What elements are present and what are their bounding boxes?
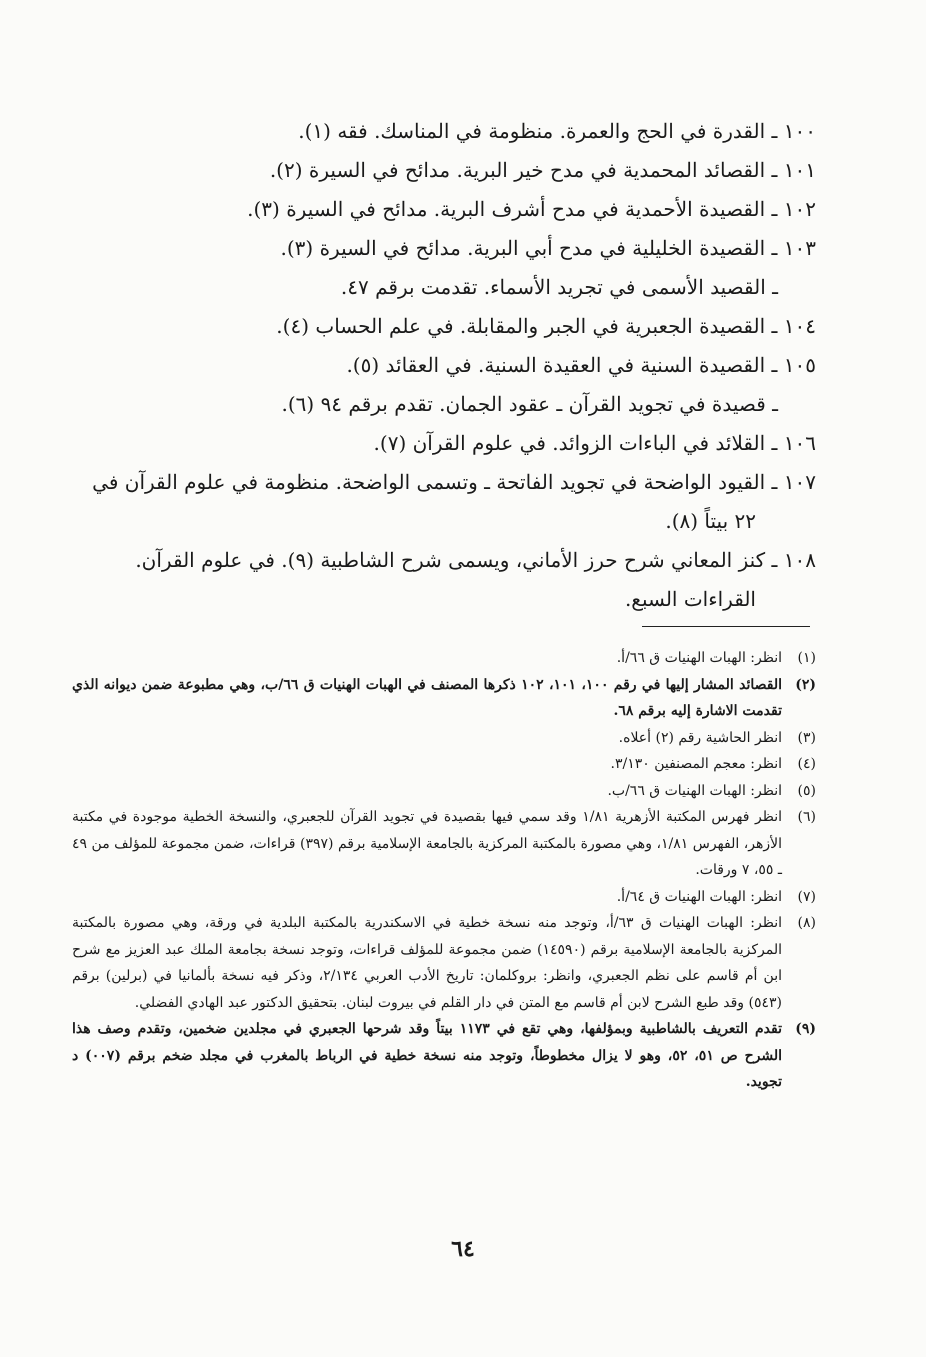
footnote-number: (٢) (795, 676, 816, 693)
entry-104: ١٠٤ ـ القصيدة الجعبرية في الجبر والمقابلة. في علم الحساب (٤). (276, 314, 816, 338)
footnote-text: انظر الحاشية رقم (٢) أعلاه. (618, 729, 782, 746)
entry-108: ١٠٨ ـ كنز المعاني شرح حرز الأماني، ويسمى شرح الشاطبية (٩). في علوم القرآن. (135, 548, 816, 572)
footnote-text: انظر: الهبات الهنيات ق ٦٣/أ، وتوجد منه نسخة خطية في الاسكندرية بالمكتبة البلدية في ورقة، وهي مصورة بالمكتبة المركزية بالجامعة الإسلامية برقم (١٤٥٩٠) ضمن مجموعة للمؤلف قراءات، وتوجد نسخة بجامعة الملك عبد العزيز مع شرح ابن أم قاسم على نظم الجعبري، وانظر: بروكلمان: تاريخ الأدب العربي ٢/١٣٤، وذكر فيه نسخة بألمانيا في (برلين) برقم (٥٤٣) وقد طبع الشرح لابن أم قاسم مع المتن في دار القلم في بيروت لبنان. بتحقيق الدكتور عبد الهادي الفضلي. (72, 915, 783, 1011)
entry-106: ١٠٦ ـ القلائد في الباءات الزوائد. في علوم القرآن (٧). (373, 431, 816, 455)
footnote-number: (١) (797, 650, 816, 666)
entry-101: ١٠١ ـ القصائد المحمدية في مدح خير البرية. مدائح في السيرة (٢). (269, 158, 816, 182)
footnote-7 (72, 884, 816, 911)
footnote-text: انظر: الهبات الهنيات ق ٦٦/أ. (616, 650, 782, 666)
footnote-9 (72, 1016, 816, 1096)
footnote-separator (642, 626, 810, 627)
entry-102: ١٠٢ ـ القصيدة الأحمدية في مدح أشرف البرية. مدائح في السيرة (٣). (247, 197, 816, 221)
footnote-5 (72, 778, 816, 805)
footnote-number: (٧) (797, 888, 816, 905)
footnote-4 (72, 751, 816, 778)
page-number: ٦٤ (451, 1236, 475, 1262)
footnote-3 (72, 725, 816, 752)
footnote-1 (72, 645, 816, 672)
entry-108-continuation: القراءات السبع. (624, 587, 756, 611)
footnote-number: (٣) (797, 729, 816, 746)
footnote-text: انظر فهرس المكتبة الأزهرية ١/٨١ وقد سمي فيها بقصيدة في تجويد القرآن للجعبري، والنسخة الخطية موجودة في مكتبة الأزهر، الفهرس ١/٨١، وهي مصورة بالمكتبة المركزية بالجامعة الإسلامية برقم (٣٩٧) قراءات، ضمن مجموعة للمؤلف من ٤٩ ـ ٥٥، ٧ ورقات. (72, 809, 782, 878)
footnote-number: (٨) (797, 915, 816, 931)
entry-107: ١٠٧ ـ القيود الواضحة في تجويد الفاتحة ـ وتسمى الواضحة. منظومة في علوم القرآن في (92, 470, 816, 494)
entry-100: ١٠٠ ـ القدرة في الحج والعمرة. منظومة في المناسك. فقه (١). (298, 119, 816, 143)
footnote-number: (٥) (797, 782, 816, 799)
footnotes-list (72, 645, 816, 1096)
entry-103: ١٠٣ ـ القصيدة الخليلية في مدح أبي البرية. مدائح في السيرة (٣). (280, 236, 816, 260)
footnote-number: (٩) (795, 1021, 816, 1037)
entry-107-continuation: ٢٢ بيتاً (٨). (665, 509, 756, 533)
entry-sub-tajwid: ـ قصيدة في تجويد القرآن ـ عقود الجمان. تقدم برقم ٩٤ (٦). (281, 392, 778, 416)
footnote-8 (72, 910, 816, 1016)
footnote-text: انظر: معجم المصنفين ٣/١٣٠. (610, 756, 782, 772)
footnote-text: تقدم التعريف بالشاطبية وبمؤلفها، وهي تقع في ١١٧٣ بيتاً وقد شرحها الجعبري في مجلدين ضخمين، وتقدم وصف هذا الشرح ص ٥١، ٥٢، وهو لا يزال مخطوطاً، وتوجد منه نسخة خطية في الرباط بالمغرب في مجلد ضخم برقم (٠٠٧) د تجويد. (72, 1021, 782, 1090)
footnote-6 (72, 804, 816, 884)
entry-sub-asma: ـ القصيد الأسمى في تجريد الأسماء. تقدمت برقم ٤٧. (340, 275, 778, 299)
footnote-text: القصائد المشار إليها في رقم ١٠٠، ١٠١، ١٠٢ ذكرها المصنف في الهبات الهنيات ق ٦٦/ب، وهي مطبوعة ضمن ديوانه الذي تقدمت الاشارة إليه برقم ٦٨. (72, 676, 782, 719)
footnote-number: (٦) (797, 809, 816, 825)
footnote-text: انظر: الهبات الهنيات ق ٦٤/أ. (616, 888, 782, 905)
footnote-text: انظر: الهبات الهنيات ق ٦٦/ب. (607, 782, 782, 799)
entries-list (70, 112, 816, 619)
footnote-2 (72, 672, 816, 725)
entry-105: ١٠٥ ـ القصيدة السنية في العقيدة السنية. في العقائد (٥). (346, 353, 816, 377)
footnote-number: (٤) (797, 756, 816, 772)
